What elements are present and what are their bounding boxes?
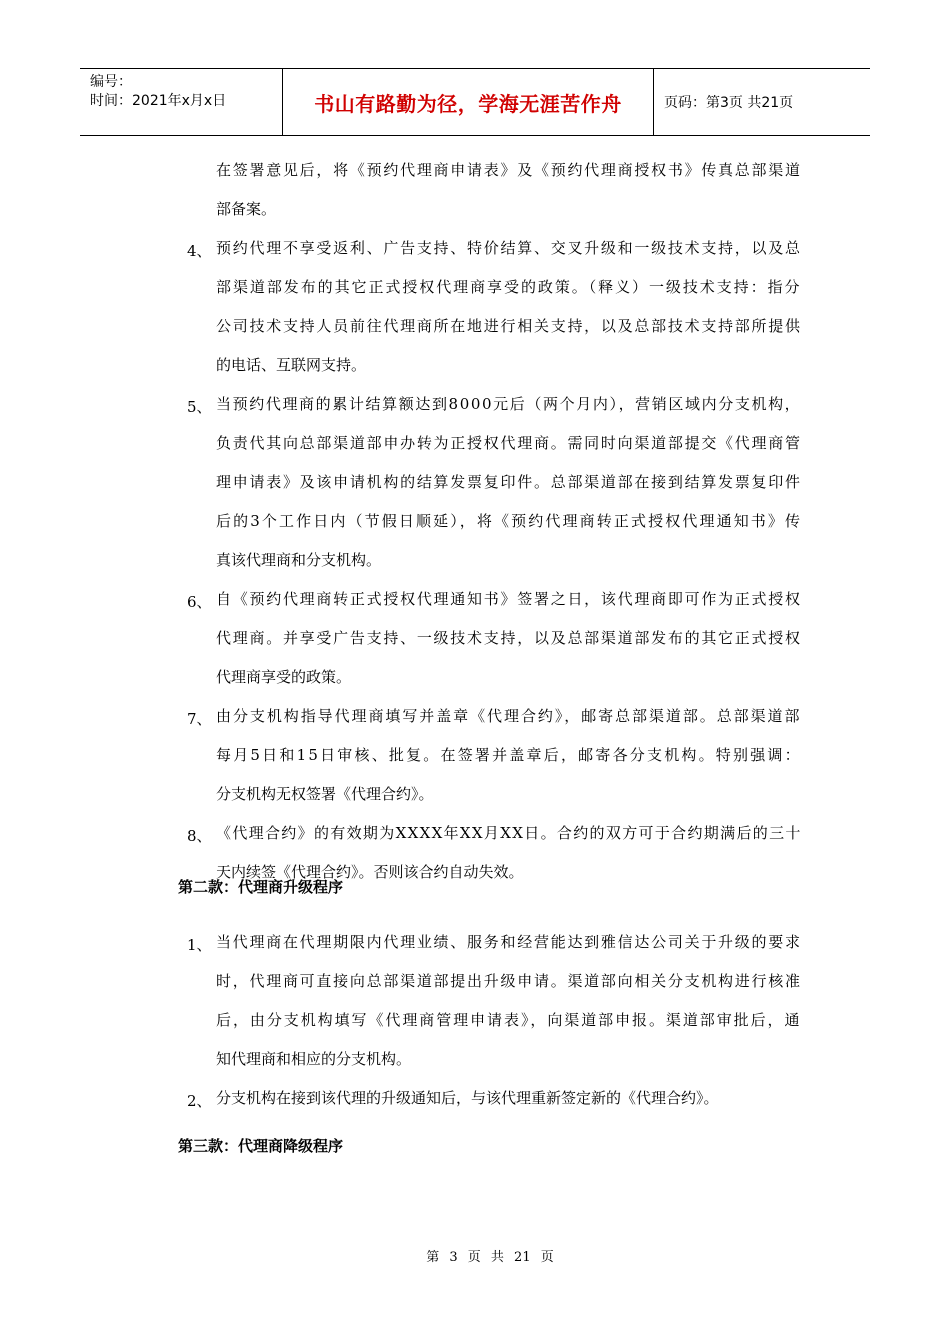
list-item-line: 真该代理商和分支机构。 (216, 551, 382, 569)
list-item-line: 当代理商在代理期限内代理业绩、服务和经营能达到雅信达公司关于升级的要求 (216, 933, 802, 951)
list-item-line: 天内续签《代理合约》。否则该合约自动失效。 (216, 863, 524, 881)
list-item-line: 后，由分支机构填写《代理商管理申请表》，向渠道部申报。渠道部审批后，通 (216, 1011, 802, 1029)
page-footer: 第 3 页 共 21 页 (426, 1250, 554, 1265)
list-item-line: 分支机构在接到该代理的升级通知后，与该代理重新签定新的《代理合约》。 (216, 1089, 719, 1107)
list-item-line: 理申请表》及该申请机构的结算发票复印件。总部渠道部在接到结算发票复印件 (216, 473, 802, 491)
list-item-line: 负责代其向总部渠道部申办转为正授权代理商。需同时向渠道部提交《代理商管 (216, 434, 802, 452)
header-motto-cell (282, 69, 654, 135)
motto-text: 书山有路勤为径，学海无涯苦作舟 (314, 91, 622, 116)
list-item-number: 7、 (187, 710, 212, 728)
page-label: 页码：第3页 共21页 (664, 95, 794, 111)
header-meta (80, 69, 282, 135)
list-item-line: 当预约代理商的累计结算额达到8000元后（两个月内），营销区域内分支机构， (216, 395, 802, 413)
list-item-line: 时，代理商可直接向总部渠道部提出升级申请。渠道部向相关分支机构进行核准 (216, 972, 802, 990)
list-item-line: 代理商享受的政策。 (216, 668, 352, 686)
list-item-line: 代理商。并享受广告支持、一级技术支持，以及总部渠道部发布的其它正式授权 (216, 629, 802, 647)
list-item-line: 公司技术支持人员前往代理商所在地进行相关支持，以及总部技术支持部所提供 (216, 317, 802, 335)
list-item-line: 部渠道部发布的其它正式授权代理商享受的政策。（释义）一级技术支持：指分 (216, 278, 802, 296)
list-item-number: 6、 (187, 593, 212, 611)
list-item-number: 8、 (187, 827, 212, 845)
list-item-number: 1、 (187, 936, 212, 954)
list-item-line: 后的3个工作日内（节假日顺延），将《预约代理商转正式授权代理通知书》传 (216, 512, 803, 530)
list-item-line: 由分支机构指导代理商填写并盖章《代理合约》，邮寄总部渠道部。总部渠道部 (216, 707, 802, 725)
list-item-number: 4、 (187, 242, 212, 260)
list-item-line: 知代理商和相应的分支机构。 (216, 1050, 412, 1068)
list-item-line: 部备案。 (216, 200, 277, 218)
section-heading-upgrade: 第二款：代理商升级程序 (178, 878, 344, 896)
list-item-line: 分支机构无权签署《代理合约》。 (216, 785, 434, 803)
list-item-number: 2、 (187, 1092, 212, 1110)
list-item-line: 在签署意见后，将《预约代理商申请表》及《预约代理商授权书》传真总部渠道 (216, 161, 802, 179)
time-label: 时间：2021年x月x日 (90, 93, 227, 109)
number-label: 编号： (90, 74, 132, 90)
list-item-line: 每月5日和15日审核、批复。在签署并盖章后，邮寄各分支机构。特别强调： (216, 746, 802, 764)
list-item-number: 5、 (187, 398, 212, 416)
list-item-line: 《代理合约》的有效期为XXXX年XX月XX日。合约的双方可于合约期满后的三十 (216, 824, 802, 842)
header-page-cell (654, 69, 870, 135)
list-item-line: 自《预约代理商转正式授权代理通知书》签署之日，该代理商即可作为正式授权 (216, 590, 802, 608)
list-item-line: 的电话、互联网支持。 (216, 356, 367, 374)
document-header (80, 68, 870, 136)
list-item-line: 预约代理不享受返利、广告支持、特价结算、交叉升级和一级技术支持，以及总 (216, 239, 802, 257)
section-heading-downgrade: 第三款：代理商降级程序 (178, 1137, 344, 1155)
